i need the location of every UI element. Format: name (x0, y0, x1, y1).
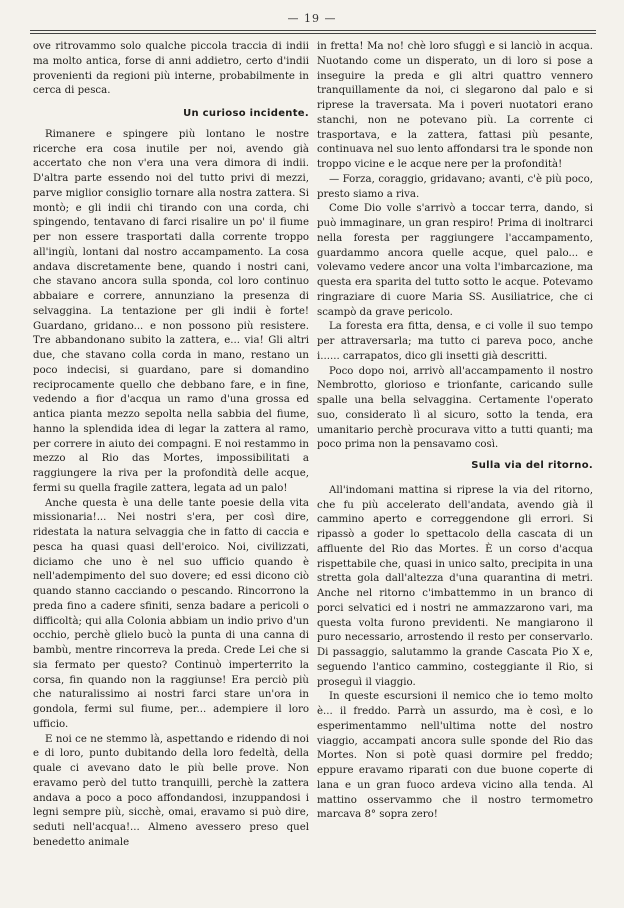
right-paragraph-7: In queste escursioni il nemico che io temo molto è... il freddo. Parrà un assurdo, ma è così, e lo esperimentammo nell'ultima notte del nostro viaggio, accampati ancora sulle sponde del Rio das Mortes. Non si potè quasi dormire pel freddo; eppure eravamo riparati con due buone coperte di lana e un gran fuoco ardeva vicino alla tenda. Al mattino osservammo che il nostro termometro marcava 8° sopra zero! (317, 691, 593, 821)
left-paragraph-3: Anche questa è una delle tante poesie della vita missionaria!... Nei nostri s'era, per così dire, ridestata la natura selvaggia che in fatto di caccia e pesca ha quasi quasi dell'eroico. Noi, civilizzati, diciamo che uno è nel suo ufficio quando è nell'adempimento del suo dovere; ed essi dicono ciò quando stanno cacciando o pescando. Rincorrono la preda fino a cadere sfiniti, senza badare a pericoli o difficoltà; qui alla Colonia abbiam un indio privo d'un occhio, perchè glielo bucò la punta di una canna di bambù, mentre rincorreva la preda. Crede Lei che si sia fermato per questo? Continuò imperterrito la corsa, fin quando non la raggiunse! Era perciò più che naturalissimo ai nostri farci stare un'ora in gondola, fermi sul fiume, per... adempiere il loro ufficio. (33, 497, 309, 730)
left-paragraph-1: ove ritrovammo solo qualche piccola traccia di indii ma molto antica, forse di anni addietro, certo d'indii provenienti da regioni più interne, probabilmente in cerca di pesca. (33, 41, 309, 97)
right-paragraph-2: — Forza, coraggio, gridavano; avanti, c'è più poco, presto siamo a riva. (317, 173, 593, 200)
left-column (33, 40, 309, 851)
right-paragraph-3: Come Dio volle s'arrivò a toccar terra, dando, si può immaginare, un gran respiro! Prima di inoltrarci nella foresta per raggiungere l'accampamento, guardammo ancora quelle acque, quel palo... e volevamo vedere ancor una volta l'imbarcazione, ma questa era sparita del tutto sotto le acque. Potevamo ringraziare di cuore Maria SS. Ausiliatrice, che ci scampò da grave pericolo. (317, 203, 593, 318)
right-column (317, 40, 593, 823)
section-heading-return-journey: Sulla via del ritorno. (471, 460, 593, 471)
header-rule (30, 30, 596, 34)
right-paragraph-5: Poco dopo noi, arrivò all'accampamento il nostro Nembrotto, glorioso e trionfante, caricando sulle spalle una bella selvaggina. Certamente l'operato suo, considerato lì al sicuro, sotto la tenda, era umanitario perchè procurava vitto a tutti quanti; ma poco prima non la pensavamo così. (317, 365, 593, 451)
left-paragraph-4: E noi ce ne stemmo là, aspettando e ridendo di noi e di loro, punto dubitando della loro fedeltà, della quale ci avevano dato le più belle prove. Non eravamo però del tutto tranquilli, perchè la zattera andava a poco a poco affondandosi, inzuppandosi i legni sempre più, sicchè, omai, eravamo si può dire, seduti nell'acqua!... Almeno avessero preso quel benedetto animale (33, 733, 309, 848)
section-heading-curious-incident: Un curioso incidente. (183, 108, 309, 119)
right-paragraph-4: La foresta era fitta, densa, e ci volle il suo tempo per attraversarla; ma tutto ci pareva poco, anche i...... carrapatos, dico gli insetti già descritti. (317, 321, 593, 362)
left-paragraph-2: Rimanere e spingere più lontano le nostre ricerche era cosa inutile per noi, avendo già accertato che non v'era una vera dimora di indii. D'altra parte essendo noi del tutto privi di mezzi, parve miglior consiglio tornare alla nostra zattera. Si montò; e gli indii chi tirando con una corda, chi spingendo, tentavano di farci risalire un po' il fiume per non essere trasportati dalla corrente troppo all'ingiù, lontani dal nostro accampamento. La cosa andava discretamente bene, quando i nostri cani, che stavano ancora sulla sponda, col loro continuo abbaiare e correre, annunziano la presenza di selvaggina. La tentazione per gli indii è forte! Guardano, gridano... e non possono più resistere. Tre abbandonano subito la zattera, e... via! Gli altri due, che stavano colla corda in mano, restano un poco indecisi, si guardano, pare si domandino reciprocamente quello che debbano fare, e in fine, vedendo a fior d'acqua un ramo d'una grossa ed antica pianta mezzo sepolta nella sabbia del fiume, hanno la splendida idea di legar la zattera al ramo, per correre in aiuto dei compagni. E noi restammo in mezzo al Rio das Mortes, impossibilitati a raggiungere la riva per la profondità delle acque, fermi su quella fragile zattera, legata ad un palo! (33, 128, 309, 494)
right-paragraph-1: in fretta! Ma no! chè loro sfuggì e si lanciò in acqua. Nuotando come un disperato, un di loro si pose a inseguire la preda e gli altri quattro vennero tranquillamente da noi, ci slegarono dal palo e si riprese la traversata. Ma i poveri nuotatori erano stanchi, non ne potevano più. La corrente ci trasportava, e la zattera, fattasi più pesante, continuava nel suo lento affondarsi tra le sponde non troppo vicine e le acque nere per la profondità! (317, 41, 593, 170)
page-number: — 19 — (287, 12, 337, 25)
right-paragraph-6: All'indomani mattina si riprese la via del ritorno, che fu più accelerato dell'andata, avendo già il cammino aperto e correggendone gli errori. Si ripassò a goder lo spettacolo della cascata di un affluente del Rio das Mortes. È un corso d'acqua rispettabile che, quasi in unico salto, precipita in una stretta gola dall'altezza d'una quarantina di metri. Anche nel ritorno c'imbattemmo in un branco di porci selvatici ed i nostri ne ammazzarono vari, ma questa volta furono previdenti. Ne mangiarono il puro necessario, arrostendo il resto per conservarlo. Di passaggio, salutammo la grande Cascata Pio X e, seguendo l'antico cammino, costeggiante il Rio, si proseguì il viaggio. (317, 484, 593, 688)
